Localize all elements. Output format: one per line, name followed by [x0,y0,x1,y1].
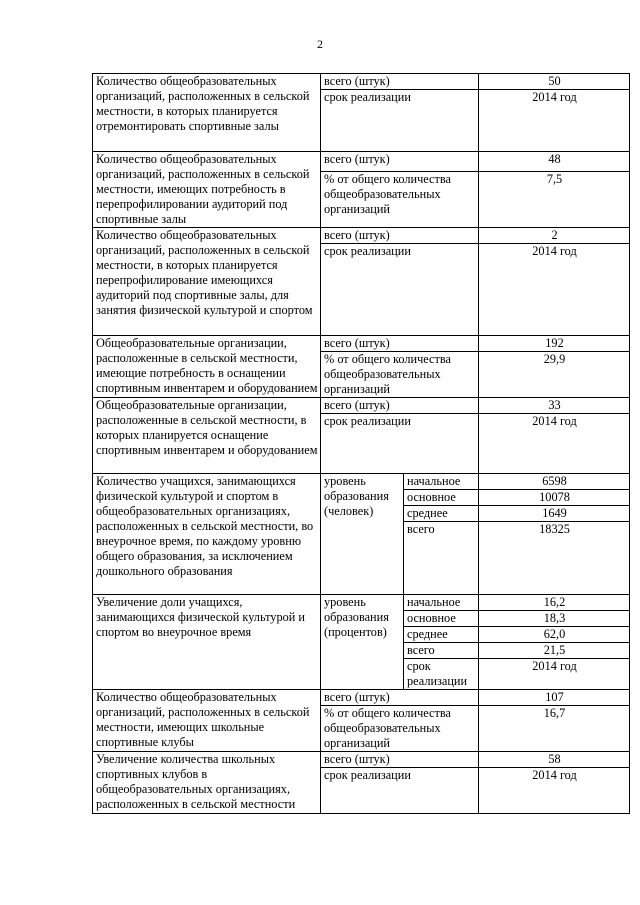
measure-cell: всего (штук) [321,228,479,244]
indicator-cell: Количество общеобразовательных организаций, расположенных в сельской местности, имеющих школьные спортивные клубы [93,690,321,752]
indicator-cell: Общеобразовательные организации, расположенные в сельской местности, имеющие потребность в оснащении спортивным инвентарем и оборудованием [93,336,321,398]
value-cell: 2014 год [479,768,630,814]
table-row [93,336,630,352]
level-cell: начальное [404,474,479,490]
indicator-cell: Количество учащихся, занимающихся физической культурой и спортом в общеобразовательных организациях, расположенных в сельской местности, во внеурочное время, по каждому уровню общего образования, за исключением дошкольного образования [93,474,321,595]
value-cell: 2014 год [479,659,630,690]
measure-cell: всего (штук) [321,152,479,172]
value-cell: 48 [479,152,630,172]
value-cell: 18325 [479,522,630,595]
level-cell: всего [404,643,479,659]
value-cell: 2014 год [479,244,630,336]
value-cell: 29,9 [479,352,630,398]
value-cell: 107 [479,690,630,706]
level-cell: начальное [404,595,479,611]
measure-cell: уровень образования (процентов) [321,595,404,690]
value-cell: 2014 год [479,90,630,152]
table-row [93,152,630,172]
table-row [93,690,630,706]
value-cell: 16,7 [479,706,630,752]
measure-cell: % от общего количества общеобразовательных организаций [321,171,479,227]
value-cell: 7,5 [479,171,630,227]
value-cell: 18,3 [479,611,630,627]
measure-cell: всего (штук) [321,752,479,768]
table-row [93,595,630,611]
value-cell: 6598 [479,474,630,490]
measure-cell: срок реализации [321,90,479,152]
measure-cell: % от общего количества общеобразовательных организаций [321,352,479,398]
level-cell: срок реализации [404,659,479,690]
level-cell: основное [404,490,479,506]
indicator-cell: Увеличение количества школьных спортивных клубов в общеобразовательных организациях, расположенных в сельской местности [93,752,321,814]
measure-cell: уровень образования (человек) [321,474,404,595]
measure-cell: срок реализации [321,244,479,336]
measure-cell: всего (штук) [321,398,479,414]
value-cell: 1649 [479,506,630,522]
measure-cell: всего (штук) [321,336,479,352]
measure-cell: % от общего количества общеобразовательных организаций [321,706,479,752]
measure-cell: всего (штук) [321,74,479,90]
indicator-cell: Общеобразовательные организации, расположенные в сельской местности, в которых планируется оснащение спортивным инвентарем и оборудованием [93,398,321,474]
value-cell: 50 [479,74,630,90]
table-row [93,228,630,244]
level-cell: среднее [404,506,479,522]
indicator-cell: Увеличение доли учащихся, занимающихся физической культурой и спортом во внеурочное время [93,595,321,690]
measure-cell: срок реализации [321,768,479,814]
indicator-cell: Количество общеобразовательных организаций, расположенных в сельской местности, в которых планируется перепрофилирование имеющихся аудиторий под спортивные залы, для занятия физической культурой и спортом [93,228,321,336]
table-row [93,398,630,414]
indicator-cell: Количество общеобразовательных организаций, расположенных в сельской местности, в которых планируется отремонтировать спортивные залы [93,74,321,152]
value-cell: 16,2 [479,595,630,611]
indicators-table [92,73,630,814]
measure-cell: всего (штук) [321,690,479,706]
table-row [93,474,630,490]
level-cell: основное [404,611,479,627]
value-cell: 58 [479,752,630,768]
page-number: 2 [317,37,323,51]
value-cell: 21,5 [479,643,630,659]
value-cell: 62,0 [479,627,630,643]
value-cell: 192 [479,336,630,352]
value-cell: 2 [479,228,630,244]
value-cell: 33 [479,398,630,414]
level-cell: всего [404,522,479,595]
level-cell: среднее [404,627,479,643]
table-row [93,752,630,768]
table-row [93,74,630,90]
measure-cell: срок реализации [321,414,479,474]
indicator-cell: Количество общеобразовательных организаций, расположенных в сельской местности, имеющих потребность в перепрофилировании аудиторий под спортивные залы [93,152,321,228]
value-cell: 2014 год [479,414,630,474]
value-cell: 10078 [479,490,630,506]
